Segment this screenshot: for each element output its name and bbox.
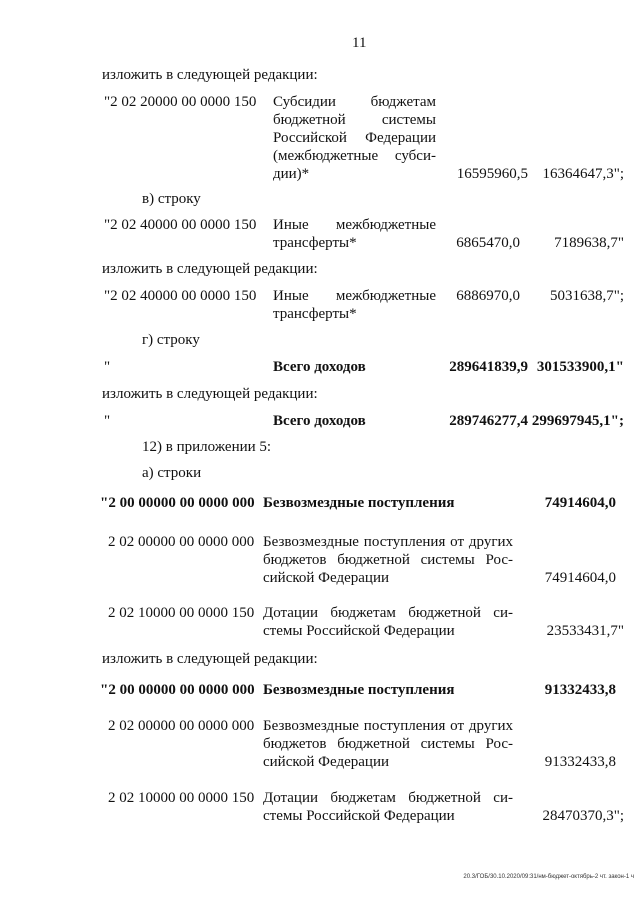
instruction-text: изложить в следующей редакции: — [102, 67, 318, 83]
footer-text: 20.3/ГОБ/30.10.2020/09:31/нм-бюджет-октябрь-2 чт. закон-1 ч — [463, 874, 634, 880]
total-label: Всего доходов — [273, 359, 366, 375]
row-value: 74914604,0 — [544, 570, 616, 586]
value-1: 6886970,0 — [456, 288, 520, 304]
row-value: 91332433,8 — [544, 754, 616, 770]
row-description: Иные межбюджетные трансферты* — [273, 217, 436, 251]
value-2: 5031638,7"; — [549, 288, 624, 304]
row-value: 91332433,8 — [544, 682, 616, 698]
row-code: "2 00 00000 00 0000 000 — [100, 495, 255, 511]
row-description: Безвозмездные поступления — [263, 495, 455, 511]
row-code: 2 02 00000 00 0000 000 — [108, 718, 255, 734]
row-value: 23533431,7" — [546, 623, 624, 639]
value-1: 16595960,5 — [456, 166, 528, 182]
row-code: "2 02 40000 00 0000 150 — [104, 217, 257, 233]
row-value: 74914604,0 — [544, 495, 616, 511]
row-value: 28470370,3"; — [542, 808, 624, 824]
row-code: 2 02 10000 00 0000 150 — [108, 605, 255, 621]
page-number: 11 — [352, 35, 367, 51]
row-code: "2 00 00000 00 0000 000 — [100, 682, 255, 698]
instruction-text: в) строку — [142, 191, 201, 207]
row-description: Субсидии бюджетам бюджетной системы Российской Федерации (межбюджетные субси- дии)* — [273, 94, 436, 182]
row-description: Дотации бюджетам бюджетной си- стемы Российской Федерации — [263, 790, 513, 824]
value-1: 6865470,0 — [456, 235, 520, 251]
instruction-text: г) строку — [142, 332, 200, 348]
instruction-text: изложить в следующей редакции: — [102, 386, 318, 402]
row-description: Дотации бюджетам бюджетной си- стемы Российской Федерации — [263, 605, 513, 639]
value-1: 289641839,9 — [449, 359, 528, 375]
instruction-subtext: а) строки — [142, 465, 202, 481]
row-code: 2 02 10000 00 0000 150 — [108, 790, 255, 806]
row-description: Безвозмездные поступления — [263, 682, 455, 698]
value-1: 289746277,4 — [449, 413, 528, 429]
row-description: Безвозмездные поступления от других бюджетов бюджетной системы Рос- сийской Федерации — [263, 718, 513, 770]
row-code: "2 02 20000 00 0000 150 — [104, 94, 257, 110]
quote-mark: " — [104, 359, 111, 375]
value-2: 16364647,3"; — [542, 166, 624, 182]
instruction-text: изложить в следующей редакции: — [102, 261, 318, 277]
value-2: 301533900,1" — [536, 359, 624, 375]
instruction-text: изложить в следующей редакции: — [102, 651, 318, 667]
value-2: 299697945,1"; — [531, 413, 624, 429]
row-code: "2 02 40000 00 0000 150 — [104, 288, 257, 304]
value-2: 7189638,7" — [554, 235, 624, 251]
quote-mark: " — [104, 413, 111, 429]
row-description: Иные межбюджетные трансферты* — [273, 288, 436, 322]
row-code: 2 02 00000 00 0000 000 — [108, 534, 255, 550]
row-description: Безвозмездные поступления от других бюджетов бюджетной системы Рос- сийской Федерации — [263, 534, 513, 586]
instruction-text: 12) в приложении 5: — [142, 439, 272, 455]
total-label: Всего доходов — [273, 413, 366, 429]
